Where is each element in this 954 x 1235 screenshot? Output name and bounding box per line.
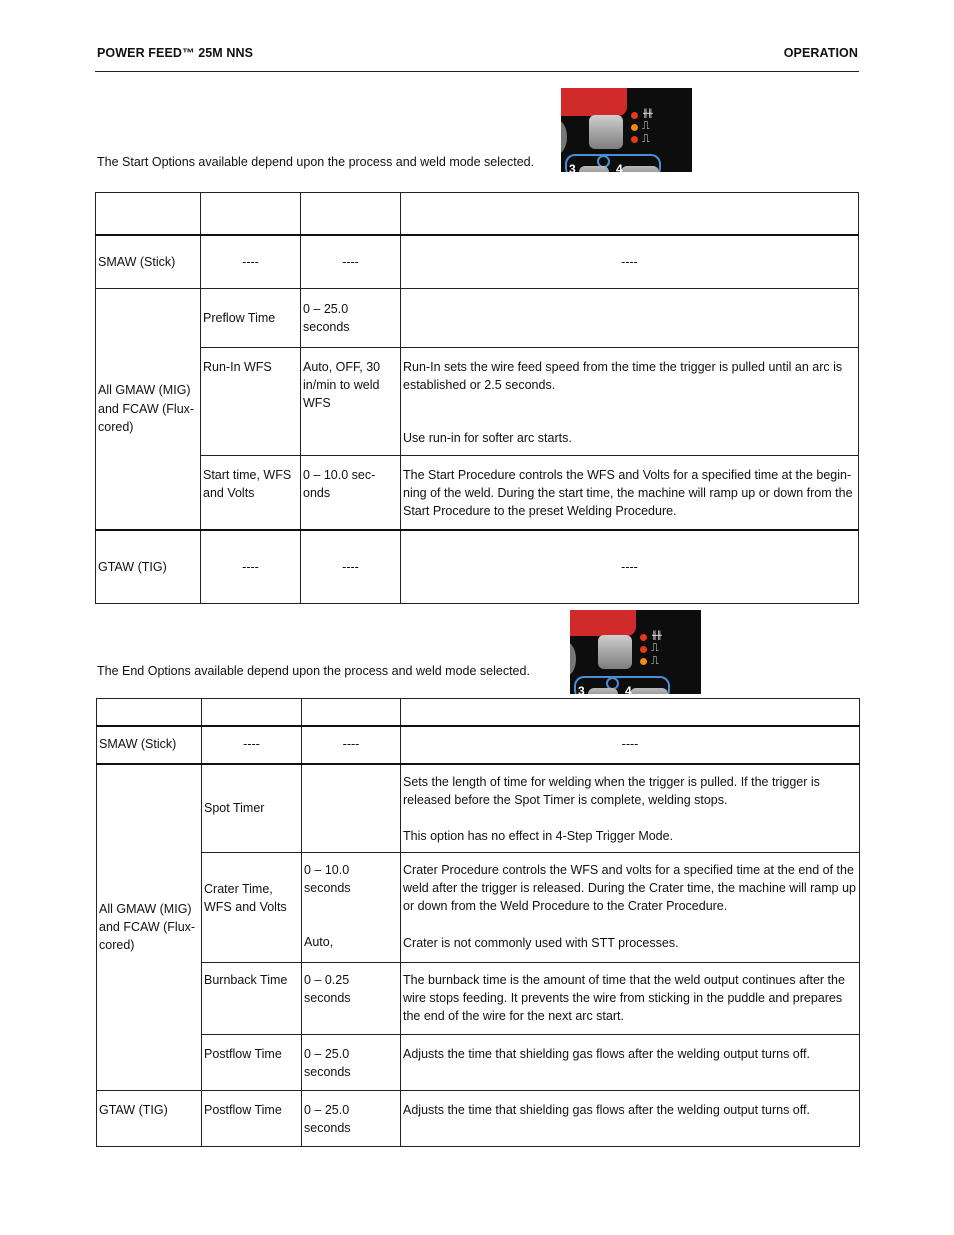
table-row <box>97 1091 860 1147</box>
range-cell: 0 – 25.0 seconds <box>302 1091 401 1147</box>
process-cell: All GMAW (MIG) and FCAW (Flux-cored) <box>96 289 201 530</box>
description-cell: Adjusts the time that shielding gas flows after the welding output turns off. <box>401 1035 860 1091</box>
range-cell <box>302 853 401 963</box>
runin-description-1: Run-In sets the wire feed speed from the time the trigger is pulled until an arc is established or 2.5 seconds. <box>403 360 843 393</box>
header-cell <box>401 699 860 726</box>
description-cell: ---- <box>401 235 859 289</box>
crater-description-1: Crater Procedure controls the WFS and volts for a specified time at the end of the weld after the trigger is released. During the Crater time, the machine will ramp up or down from the Weld Procedure to the Crater Procedure. <box>403 863 856 914</box>
runin-description-2: Use run-in for softer arc starts. <box>403 431 572 446</box>
spot-description-1: Sets the length of time for welding when the trigger is pulled. If the trigger is released before the Spot Timer is complete, welding stops. <box>403 774 820 807</box>
panel-number-4: 4 <box>625 684 632 694</box>
option-cell: Postflow Time <box>202 1091 302 1147</box>
led-indicator-icon <box>631 136 638 143</box>
option-cell: Spot Timer <box>202 764 302 853</box>
option-cell: Crater Time, WFS and Volts <box>202 853 302 963</box>
start-waveform-icon: ⎍ <box>642 119 650 132</box>
led-indicator-icon <box>631 112 638 119</box>
option-cell: ---- <box>201 530 301 604</box>
page-header-title: POWER FEED™ 25M NNS <box>97 46 254 60</box>
table-header-row <box>96 193 859 235</box>
panel-knob <box>570 642 576 676</box>
panel-red-display <box>561 88 627 116</box>
end-waveform-icon: ⎍ <box>651 654 659 667</box>
header-cell <box>202 699 302 726</box>
option-cell: Burnback Time <box>202 963 302 1035</box>
panel-red-display <box>570 610 636 636</box>
table-row <box>96 456 859 530</box>
led-indicator-icon <box>640 646 647 653</box>
option-cell: Run-In WFS <box>201 348 301 456</box>
panel-knob <box>561 120 567 154</box>
table-row <box>97 764 860 853</box>
table-row <box>97 726 860 764</box>
range-cell: 0 – 25.0 seconds <box>302 1035 401 1091</box>
panel-button-4 <box>630 688 668 694</box>
crater-range-2: Auto, <box>304 935 334 950</box>
range-cell: ---- <box>301 530 401 604</box>
option-cell: Start time, WFS and Volts <box>201 456 301 530</box>
led-indicator-icon <box>640 658 647 665</box>
table-row <box>97 1035 860 1091</box>
description-cell <box>401 348 859 456</box>
range-cell: 0 – 25.0 seconds <box>301 289 401 348</box>
crater-range-1: 0 – 10.0 seconds <box>304 863 351 896</box>
header-cell <box>401 193 859 235</box>
description-cell <box>401 853 860 963</box>
header-cell <box>96 193 201 235</box>
end-waveform-icon: ⎍ <box>642 132 650 145</box>
description-cell: ---- <box>401 726 860 764</box>
description-cell: Adjusts the time that shielding gas flows after the welding output turns off. <box>401 1091 860 1147</box>
range-cell: 0 – 0.25 seconds <box>302 963 401 1035</box>
start-waveform-icon: ⎍ <box>651 641 659 654</box>
table-header-row <box>97 699 860 726</box>
end-options-table <box>96 698 860 1147</box>
range-cell: Auto, OFF, 30 in/min to weld WFS <box>301 348 401 456</box>
table-row <box>96 530 859 604</box>
process-cell: SMAW (Stick) <box>97 726 202 764</box>
table-row <box>97 853 860 963</box>
process-cell: SMAW (Stick) <box>96 235 201 289</box>
panel-number-4: 4 <box>616 162 623 172</box>
panel-button-4 <box>621 166 659 172</box>
end-options-panel-image <box>570 610 701 694</box>
option-cell: Preflow Time <box>201 289 301 348</box>
led-indicator-icon <box>640 634 647 641</box>
description-cell <box>401 289 859 348</box>
panel-number-3: 3 <box>578 684 585 694</box>
range-cell: ---- <box>302 726 401 764</box>
option-cell: Postflow Time <box>202 1035 302 1091</box>
description-cell <box>401 764 860 853</box>
crater-description-2: Crater is not commonly used with STT processes. <box>403 935 679 950</box>
start-options-intro: The Start Options available depend upon the process and weld mode selected. <box>97 155 535 169</box>
panel-select-button <box>589 115 623 149</box>
range-cell: 0 – 10.0 sec-onds <box>301 456 401 530</box>
header-cell <box>302 699 401 726</box>
table-row <box>96 235 859 289</box>
panel-select-button <box>598 635 632 669</box>
header-cell <box>301 193 401 235</box>
page-header-section: OPERATION <box>783 46 858 60</box>
panel-button-3 <box>579 166 609 172</box>
option-cell: ---- <box>202 726 302 764</box>
header-divider <box>95 71 859 72</box>
panel-button-3 <box>588 688 618 694</box>
process-cell: GTAW (TIG) <box>96 530 201 604</box>
description-cell: ---- <box>401 530 859 604</box>
option-cell: ---- <box>201 235 301 289</box>
panel-number-3: 3 <box>569 162 576 172</box>
end-options-intro: The End Options available depend upon the process and weld mode selected. <box>97 664 530 678</box>
preflow-icon: ╫╫ <box>652 631 662 640</box>
preflow-icon: ╫╫ <box>643 109 653 118</box>
table-row <box>96 289 859 348</box>
led-indicator-icon <box>631 124 638 131</box>
start-options-table <box>95 192 859 604</box>
spot-description-2: This option has no effect in 4-Step Trigger Mode. <box>403 828 674 843</box>
description-cell: The Start Procedure controls the WFS and Volts for a specified time at the begin-ning of the weld. During the start time, the machine will ramp up or down from the Start Procedure to the preset Welding Procedure. <box>401 456 859 530</box>
header-cell <box>97 699 202 726</box>
table-row <box>96 348 859 456</box>
range-cell <box>302 764 401 853</box>
process-cell: GTAW (TIG) <box>97 1091 202 1147</box>
start-options-panel-image <box>561 88 692 172</box>
range-cell: ---- <box>301 235 401 289</box>
description-cell: The burnback time is the amount of time that the weld output continues after the wire stops feeding. It prevents the wire from sticking in the puddle and prepares the end of the wire for the next arc start. <box>401 963 860 1035</box>
process-cell: All GMAW (MIG) and FCAW (Flux-cored) <box>97 764 202 1091</box>
table-row <box>97 963 860 1035</box>
header-cell <box>201 193 301 235</box>
